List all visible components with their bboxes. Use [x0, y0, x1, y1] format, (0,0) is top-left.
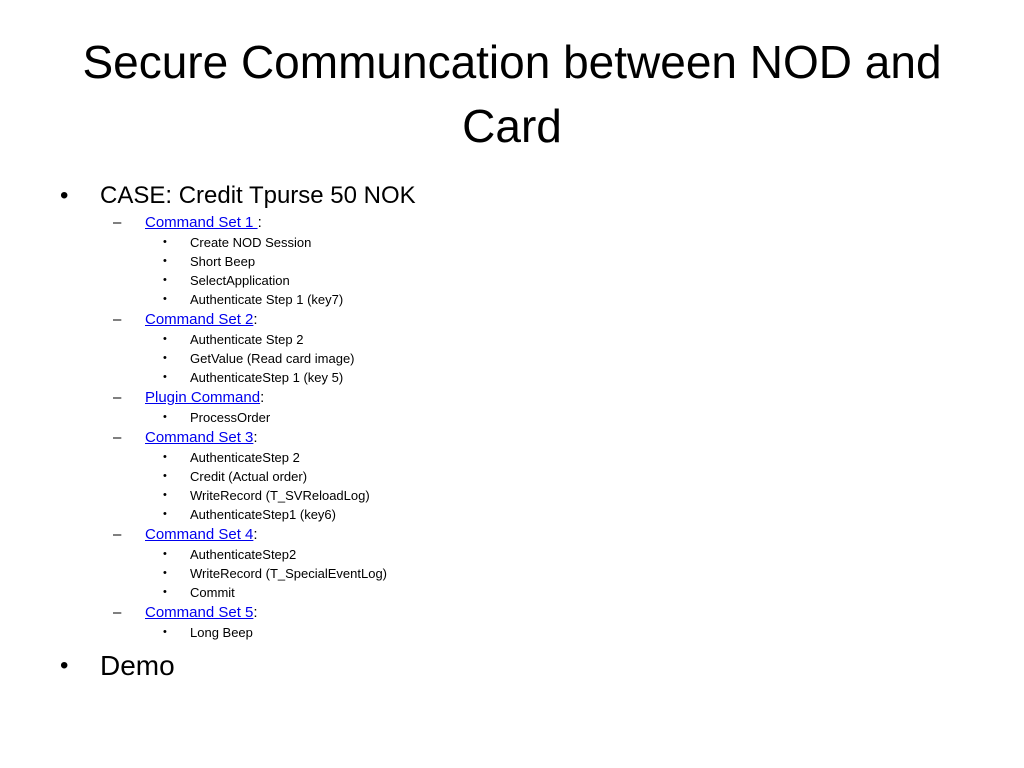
- list-item: [0, 583, 1024, 602]
- group-suffix: :: [253, 526, 258, 543]
- bullet-demo: [0, 650, 1024, 684]
- group-suffix: :: [253, 604, 258, 621]
- group-command-set-4: [0, 525, 1024, 545]
- dot-icon: •: [163, 411, 167, 423]
- group-suffix: :: [260, 389, 265, 406]
- item-text: Authenticate Step 1 (key7): [190, 292, 344, 307]
- dot-icon: •: [163, 274, 167, 286]
- item-text: WriteRecord (T_SpecialEventLog): [190, 566, 388, 581]
- group-suffix: :: [253, 311, 258, 328]
- bullet-icon: •: [60, 182, 69, 209]
- dot-icon: •: [163, 489, 167, 501]
- list-item: [0, 505, 1024, 524]
- item-text: Credit (Actual order): [190, 469, 308, 484]
- group-command-set-5: [0, 603, 1024, 623]
- list-item: [0, 330, 1024, 349]
- dash-icon: –: [113, 526, 122, 543]
- link-plugin-command[interactable]: Plugin Command: [145, 389, 261, 406]
- list-item: [0, 368, 1024, 387]
- dot-icon: •: [163, 352, 167, 364]
- dot-icon: •: [163, 293, 167, 305]
- list-item: [0, 271, 1024, 290]
- list-item: [0, 486, 1024, 505]
- item-text: Create NOD Session: [190, 235, 312, 250]
- dash-icon: –: [113, 429, 122, 446]
- dot-icon: •: [163, 333, 167, 345]
- item-text: Authenticate Step 2: [190, 332, 304, 347]
- list-item: [0, 448, 1024, 467]
- item-text: WriteRecord (T_SVReloadLog): [190, 488, 370, 503]
- item-text: ProcessOrder: [190, 410, 271, 425]
- list-item: [0, 564, 1024, 583]
- dash-icon: –: [113, 311, 122, 328]
- group-suffix: :: [253, 429, 258, 446]
- group-command-set-1: [0, 213, 1024, 233]
- group-plugin-command: [0, 388, 1024, 408]
- dot-icon: •: [163, 548, 167, 560]
- group-suffix: :: [257, 214, 262, 231]
- dot-icon: •: [163, 236, 167, 248]
- link-command-set-4[interactable]: Command Set 4: [145, 526, 254, 543]
- link-command-set-5[interactable]: Command Set 5: [145, 604, 254, 621]
- list-item: [0, 290, 1024, 309]
- dot-icon: •: [163, 626, 167, 638]
- item-text: Commit: [190, 585, 235, 600]
- dot-icon: •: [163, 470, 167, 482]
- item-text: Short Beep: [190, 254, 256, 269]
- link-command-set-2[interactable]: Command Set 2: [145, 311, 254, 328]
- group-command-set-2: [0, 310, 1024, 330]
- item-text: AuthenticateStep2: [190, 547, 297, 562]
- dot-icon: •: [163, 586, 167, 598]
- dash-icon: –: [113, 389, 122, 406]
- item-text: AuthenticateStep 2: [190, 450, 300, 465]
- dot-icon: •: [163, 451, 167, 463]
- link-command-set-3[interactable]: Command Set 3: [145, 429, 254, 446]
- dot-icon: •: [163, 567, 167, 579]
- item-text: GetValue (Read card image): [190, 351, 355, 366]
- list-item: [0, 545, 1024, 564]
- group-command-set-3: [0, 428, 1024, 448]
- dot-icon: •: [163, 508, 167, 520]
- list-item: [0, 252, 1024, 271]
- list-item: [0, 467, 1024, 486]
- dash-icon: –: [113, 214, 122, 231]
- slide-title: Secure Communcation between NOD and Card: [82, 36, 942, 152]
- list-item: [0, 623, 1024, 642]
- list-item: [0, 349, 1024, 368]
- bullet-text: Demo: [100, 650, 175, 681]
- bullet-icon: •: [60, 652, 69, 679]
- item-text: SelectApplication: [190, 273, 290, 288]
- item-text: AuthenticateStep 1 (key 5): [190, 370, 344, 385]
- list-item: [0, 233, 1024, 252]
- dash-icon: –: [113, 604, 122, 621]
- bullet-case: [0, 180, 1024, 212]
- bullet-text: CASE: Credit Tpurse 50 NOK: [100, 182, 416, 209]
- item-text: AuthenticateStep1 (key6): [190, 507, 336, 522]
- dot-icon: •: [163, 255, 167, 267]
- list-item: [0, 408, 1024, 427]
- item-text: Long Beep: [190, 625, 253, 640]
- slide-content: [0, 180, 1024, 684]
- link-command-set-1[interactable]: Command Set 1: [145, 214, 258, 231]
- dot-icon: •: [163, 371, 167, 383]
